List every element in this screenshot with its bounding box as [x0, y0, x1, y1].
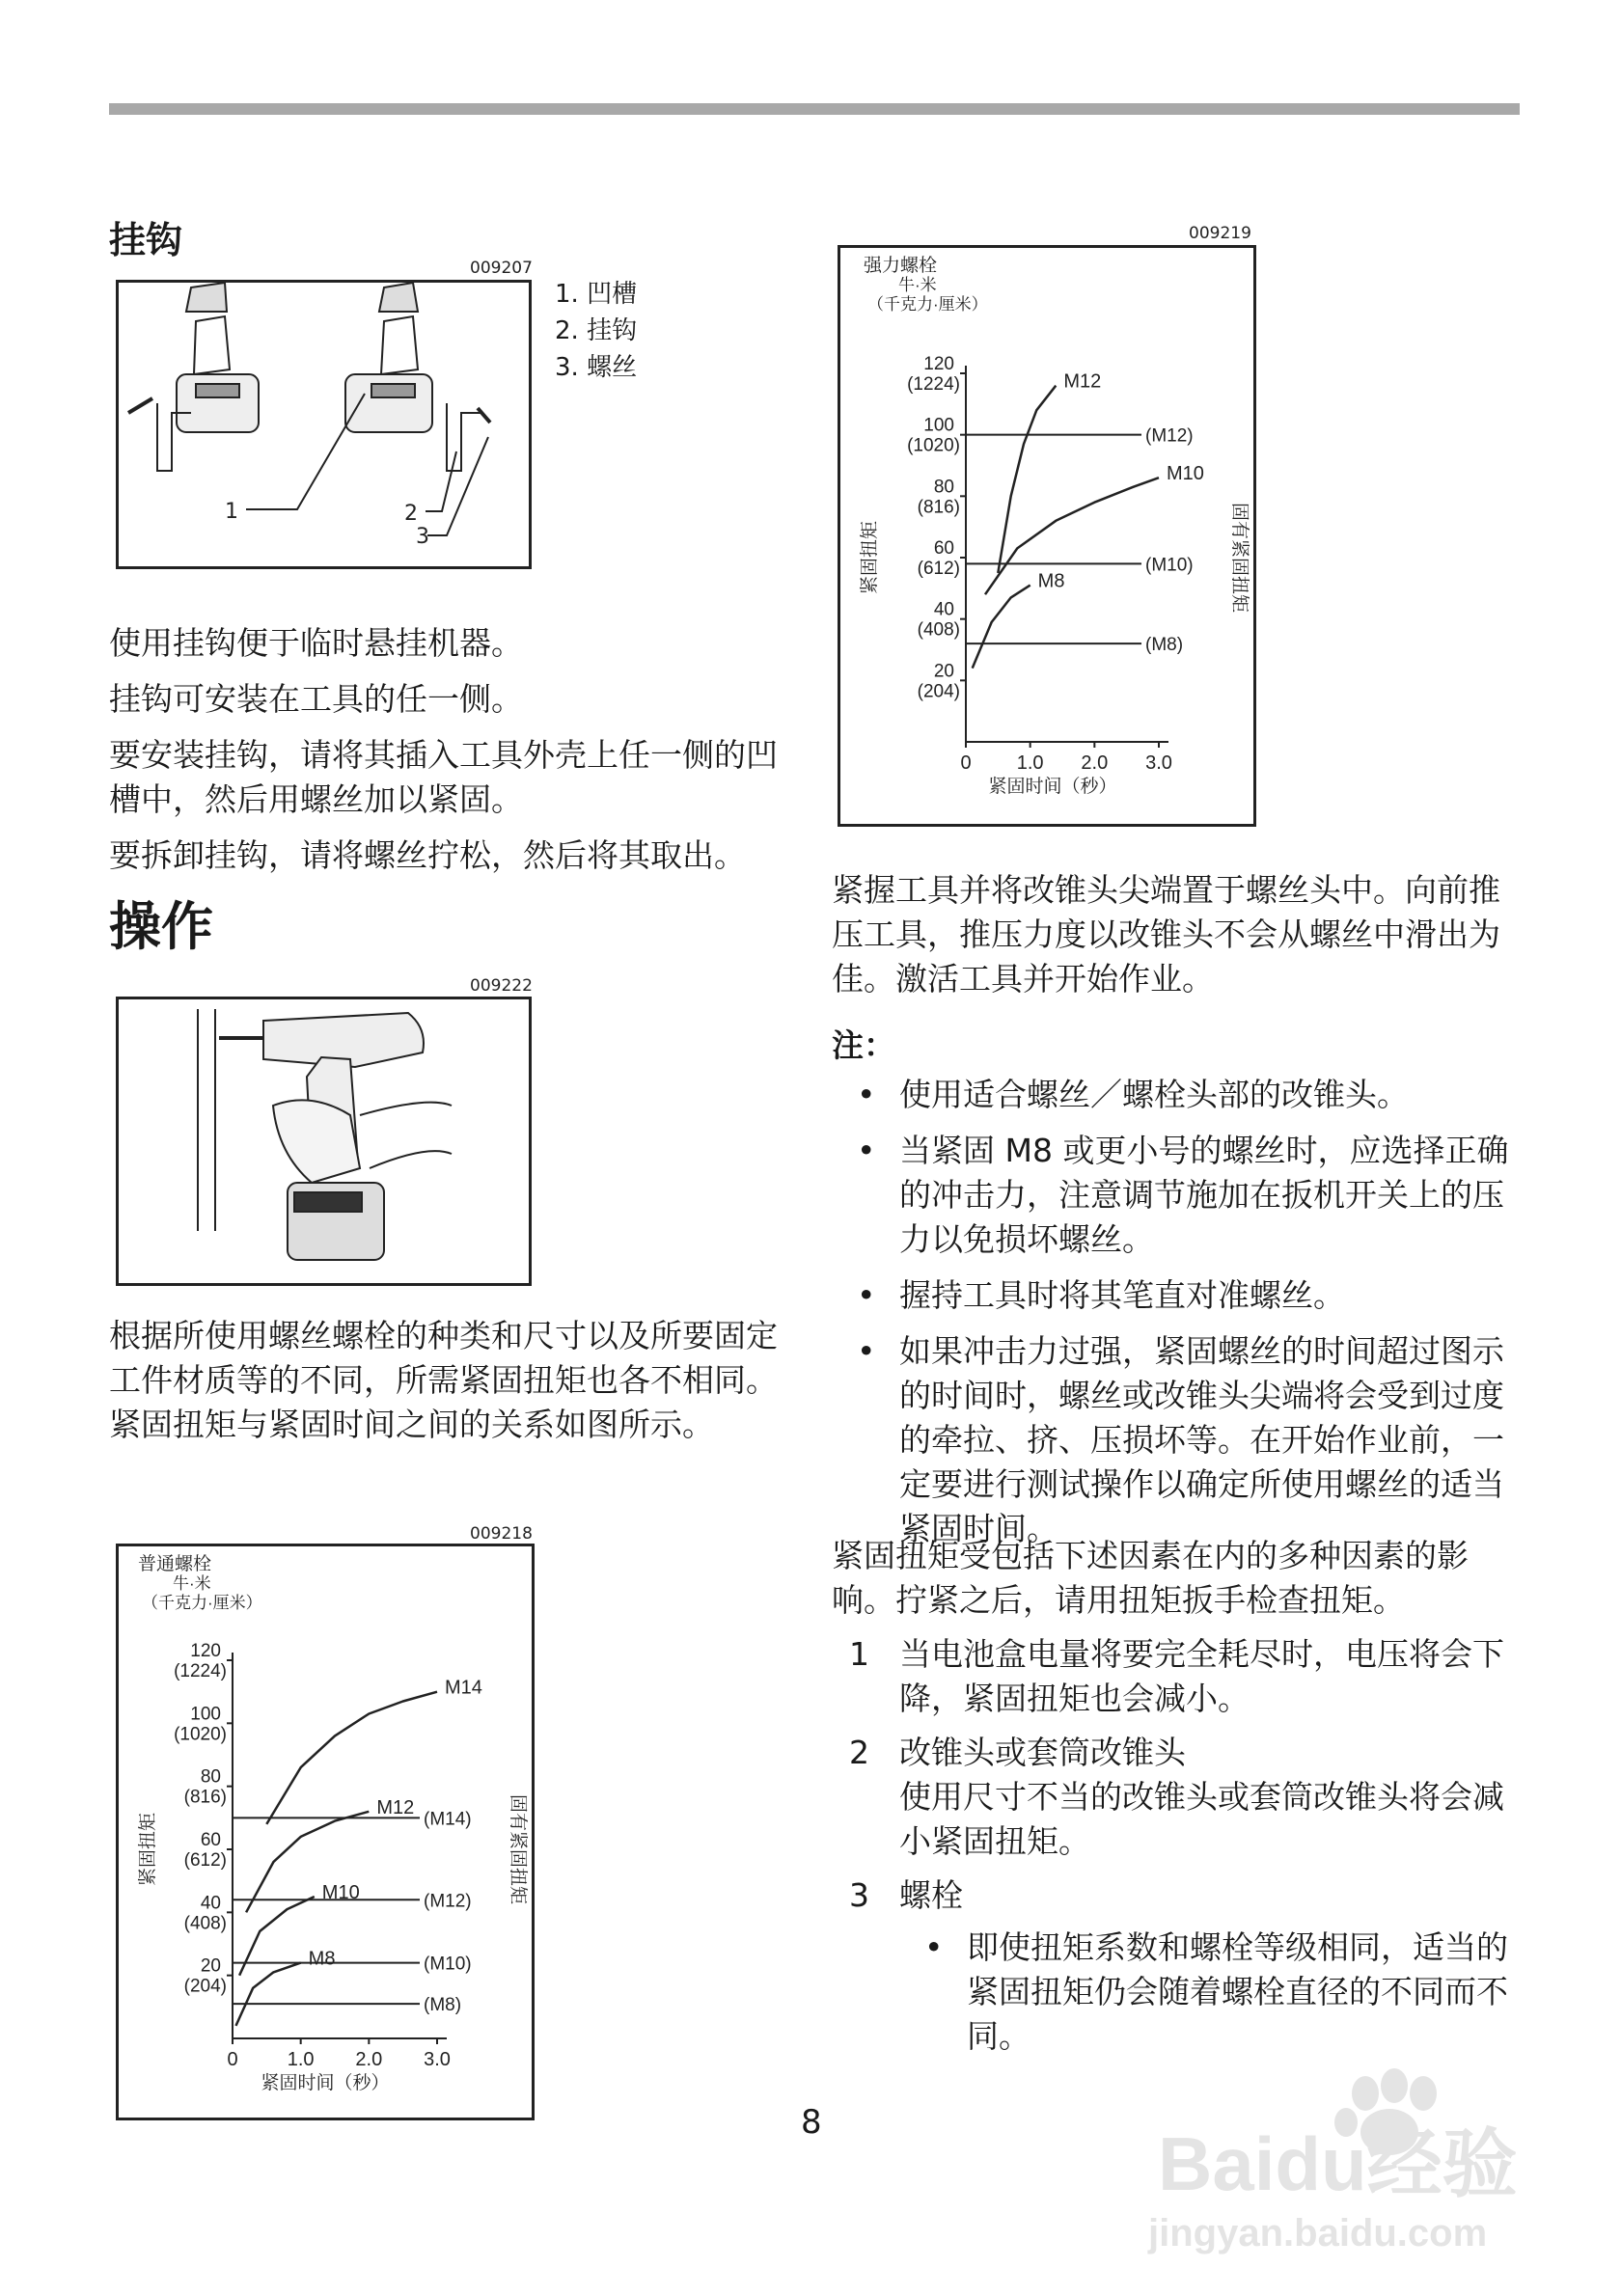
- series-line: [973, 586, 1030, 669]
- y-tick-label: 40: [933, 599, 954, 620]
- y-tick-label-kgf: (1020): [907, 435, 960, 456]
- y-tick-label-kgf: (408): [917, 619, 960, 641]
- drill-figure: [116, 997, 532, 1286]
- chart-unit: （千克力·厘米）: [142, 1594, 262, 1612]
- x-tick-label: 1.0: [1016, 752, 1044, 774]
- factor-subitem-text: 即使扭矩系数和螺栓等级相同，适当的紧固扭矩仍会随着螺栓直径的不同而不同。: [967, 1928, 1508, 2055]
- x-axis-label: 紧固时间（秒）: [988, 777, 1117, 797]
- chart-high-tensile-bolt: [838, 245, 1256, 827]
- factor-text: 改锥头或套筒改锥头: [899, 1734, 1186, 1771]
- factors-intro-text: 紧固扭矩受包括下述因素在内的多种因素的影响。拧紧之后，请用扭矩扳手检查扭矩。: [832, 1537, 1469, 1619]
- paragraph: 使用挂钩便于临时悬挂机器。: [109, 624, 523, 662]
- figure-code: 009219: [1189, 224, 1251, 243]
- hook-legend: [555, 276, 637, 386]
- y-axis-label-right: 固有紧固扭矩: [1229, 502, 1250, 614]
- legend-item: 2. 挂钩: [555, 316, 638, 345]
- note-text: 使用适合螺丝／螺栓头部的改锥头。: [899, 1076, 1409, 1113]
- x-axis-label: 紧固时间（秒）: [261, 2073, 390, 2093]
- factor-text: 螺栓: [899, 1876, 963, 1914]
- note-text: 握持工具时将其笔直对准螺丝。: [899, 1276, 1345, 1314]
- y-tick-label: 20: [933, 661, 954, 682]
- note-item: [832, 1129, 1519, 1262]
- series-label: M14: [445, 1677, 482, 1699]
- y-axis-label: 紧固扭矩: [138, 1812, 158, 1887]
- y-tick-label: 120: [923, 354, 954, 374]
- y-axis-label: 紧固扭矩: [860, 520, 880, 595]
- legend-item: 1. 凹槽: [555, 280, 638, 309]
- note-item: [832, 1273, 1519, 1318]
- factor-detail: 使用尺寸不当的改锥头或套筒改锥头将会减小紧固扭矩。: [899, 1778, 1504, 1860]
- factor-item: [832, 1632, 1519, 1721]
- reference-line-label: (M12): [424, 1891, 472, 1912]
- chart-normal-bolt: [116, 1544, 535, 2120]
- note-item: [832, 1329, 1519, 1551]
- paragraph: 要安装挂钩，请将其插入工具外壳上任一侧的凹槽中，然后用螺丝加以紧固。: [109, 736, 778, 818]
- series-line: [236, 1963, 301, 2026]
- chart-title: 普通螺栓: [138, 1554, 212, 1574]
- page-number: 8: [801, 2103, 822, 2142]
- chart-svg: [119, 1546, 532, 2118]
- x-tick-label: 3.0: [1145, 752, 1172, 774]
- right-intro-text: 紧握工具并将改锥头尖端置于螺丝头中。向前推压工具，推压力度以改锥头不会从螺丝中滑出为佳。激活工具并开始作业。: [832, 871, 1500, 998]
- y-tick-label: 60: [933, 538, 954, 559]
- hook-illustration: [119, 283, 529, 566]
- y-tick-label-kgf: (1020): [174, 1724, 227, 1745]
- y-tick-label-kgf: (408): [183, 1913, 227, 1934]
- reference-line-label: (M8): [1145, 635, 1184, 656]
- section-title-operation: 操作: [109, 896, 213, 957]
- x-tick-label: 2.0: [355, 2049, 383, 2070]
- bullet-icon: •: [924, 1928, 944, 1966]
- y-tick-label-kgf: (1224): [907, 374, 960, 395]
- bullet-icon: •: [857, 1076, 876, 1113]
- reference-line-label: (M10): [424, 1954, 472, 1975]
- watermark-url: jingyan.baidu.com: [1148, 2212, 1488, 2255]
- reference-line-label: (M10): [1145, 555, 1194, 576]
- x-tick-label: 0: [960, 752, 972, 774]
- x-tick-label: 2.0: [1081, 752, 1109, 774]
- y-tick-label: 60: [200, 1830, 221, 1850]
- paragraph: 要拆卸挂钩，请将螺丝拧松，然后将其取出。: [109, 836, 746, 874]
- section-title-hook: 挂钩: [109, 219, 183, 261]
- y-tick-label-kgf: (204): [183, 1976, 227, 1997]
- y-tick-label-kgf: (1224): [174, 1661, 227, 1681]
- y-tick-label: 100: [923, 415, 954, 436]
- bullet-icon: •: [857, 1332, 876, 1370]
- bullet-icon: •: [857, 1132, 876, 1169]
- hook-text: [109, 621, 796, 889]
- note-text: 当紧固 M8 或更小号的螺丝时，应选择正确的冲击力，注意调节施加在扳机开关上的压力以免损坏螺丝。: [899, 1132, 1509, 1258]
- header-rule: [109, 103, 1520, 115]
- factors-list: [832, 1632, 1519, 2068]
- y-tick-label: 40: [200, 1893, 221, 1914]
- series-label: M12: [1063, 370, 1102, 393]
- x-tick-label: 1.0: [287, 2049, 315, 2070]
- y-tick-label-kgf: (204): [917, 681, 960, 702]
- reference-line-label: (M8): [424, 1995, 462, 2016]
- legend-item: 3. 螺丝: [555, 353, 638, 382]
- series-label: M8: [308, 1948, 336, 1970]
- drill-illustration: [119, 999, 529, 1283]
- callout-2: 2: [404, 502, 418, 526]
- figure-code: 009222: [470, 976, 533, 996]
- y-tick-label-kgf: (612): [917, 559, 960, 579]
- baidu-watermark: [1129, 2064, 1544, 2257]
- note-text: 如果冲击力过强，紧固螺丝的时间超过图示的时间时，螺丝或改锥头尖端将会受到过度的牵拉、挤、压损坏等。在开始作业前，一定要进行测试操作以确定所使用螺丝的适当紧固时间。: [899, 1332, 1504, 1547]
- y-tick-label: 20: [200, 1955, 221, 1977]
- factor-number: 2: [849, 1734, 869, 1771]
- x-tick-label: 3.0: [424, 2049, 451, 2070]
- callout-1: 1: [225, 500, 238, 524]
- y-tick-label-kgf: (816): [183, 1787, 227, 1808]
- y-tick-label-kgf: (816): [917, 497, 960, 518]
- series-label: M12: [376, 1796, 415, 1818]
- series-line: [998, 386, 1056, 573]
- series-label: M10: [321, 1882, 360, 1903]
- factor-number: 3: [849, 1876, 869, 1914]
- factor-subitem: [899, 1926, 1519, 2059]
- factor-item: [832, 1731, 1519, 1864]
- figure-code: 009207: [470, 259, 533, 278]
- watermark-brand: Baidu经验: [1158, 2121, 1518, 2206]
- y-tick-label: 80: [200, 1766, 221, 1788]
- chart-svg: [840, 248, 1253, 824]
- y-tick-label: 80: [933, 477, 954, 498]
- figure-code: 009218: [470, 1524, 533, 1544]
- y-tick-label-kgf: (612): [183, 1850, 227, 1871]
- hook-figure: [116, 280, 532, 569]
- factor-item: [832, 1873, 1519, 2059]
- factor-number: 1: [849, 1635, 869, 1673]
- paragraph: 挂钩可安装在工具的任一侧。: [109, 680, 523, 718]
- series-label: M8: [1037, 570, 1065, 592]
- operation-text: 根据所使用螺丝螺栓的种类和尺寸以及所要固定工件材质等的不同，所需紧固扭矩也各不相同。紧固扭矩与紧固时间之间的关系如图所示。: [109, 1317, 778, 1443]
- x-tick-label: 0: [227, 2049, 238, 2070]
- series-label: M10: [1167, 463, 1204, 485]
- chart-title: 强力螺栓: [864, 256, 938, 276]
- chart-unit: （千克力·厘米）: [867, 295, 988, 314]
- reference-line-label: (M14): [424, 1809, 472, 1830]
- note-item: [832, 1073, 1519, 1117]
- y-axis-label-right: 固有紧固扭矩: [508, 1793, 528, 1905]
- chart-unit: 牛·米: [898, 276, 937, 294]
- y-tick-label: 120: [190, 1641, 221, 1661]
- callout-3: 3: [416, 525, 429, 549]
- chart-unit: 牛·米: [173, 1574, 211, 1593]
- reference-line-label: (M12): [1145, 425, 1194, 447]
- bullet-icon: •: [857, 1276, 876, 1314]
- note-title: 注：: [832, 1026, 895, 1064]
- y-tick-label: 100: [190, 1704, 221, 1725]
- notes-list: [832, 1073, 1519, 1563]
- factor-text: 当电池盒电量将要完全耗尽时，电压将会下降，紧固扭矩也会减小。: [899, 1635, 1504, 1717]
- baidu-paw-logo-icon: [1129, 2064, 1544, 2257]
